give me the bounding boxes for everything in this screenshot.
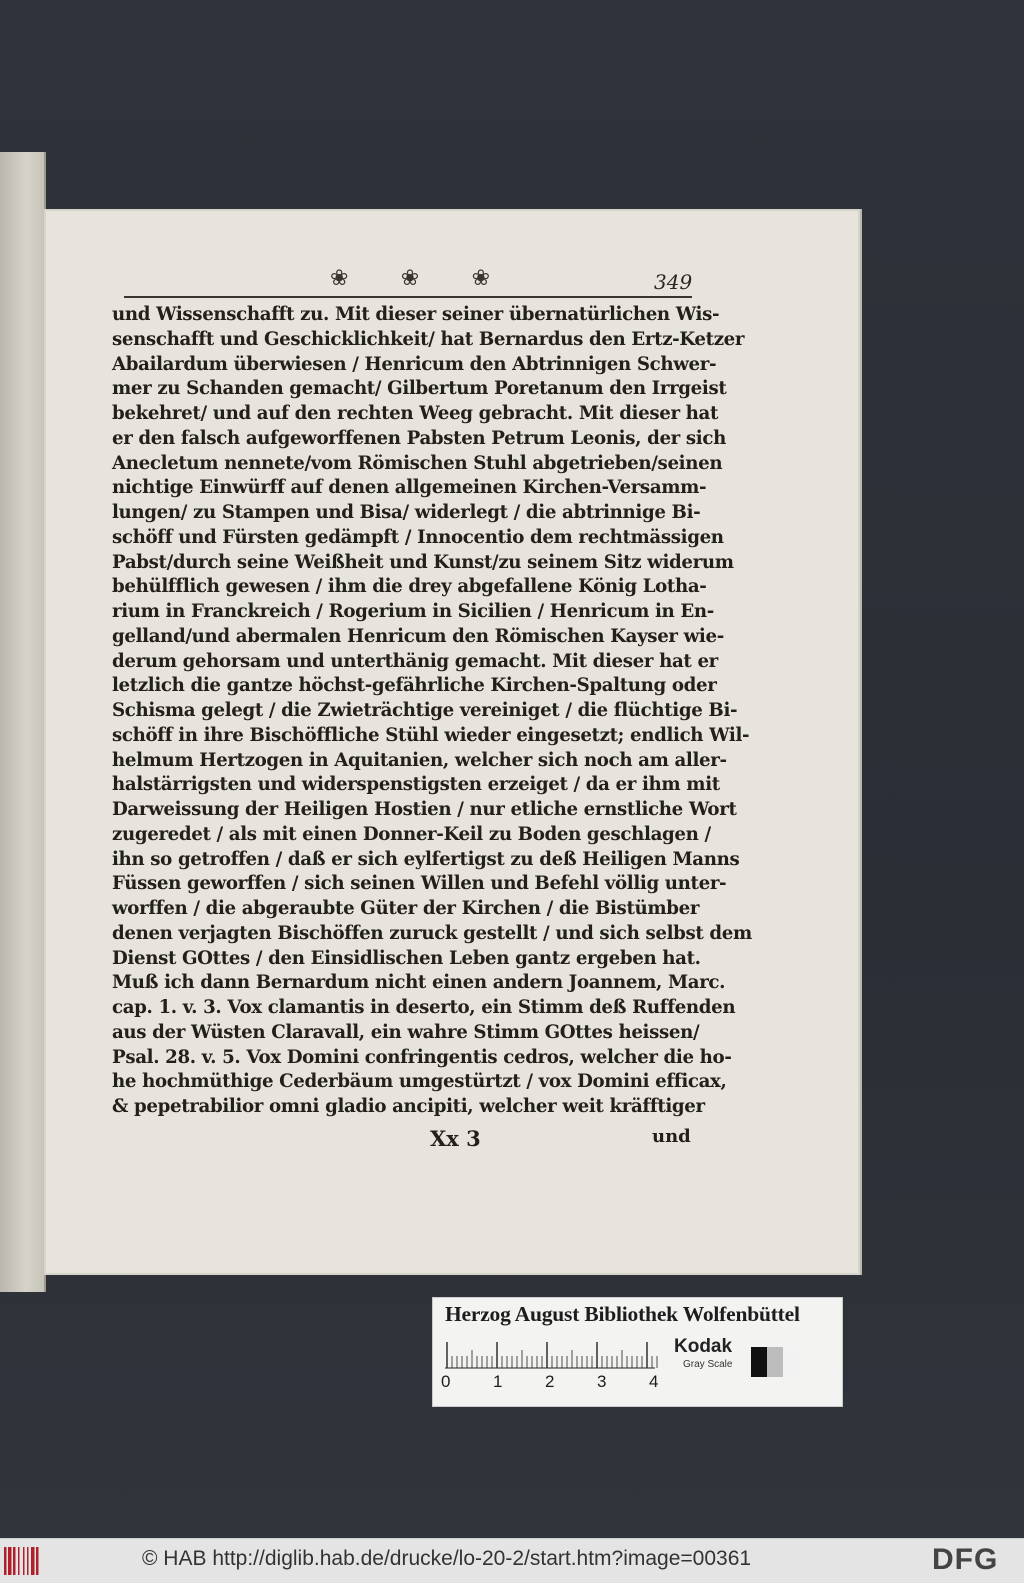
footer-bar (0, 1538, 1024, 1583)
text-line: letzlich die gantze höchst-gefährliche Kirchen-Spaltung oder (112, 675, 717, 697)
text-line: zugeredet / als mit einen Donner-Keil zu Boden geschlagen / (112, 823, 711, 845)
text-line: Anecletum nennete/vom Römischen Stuhl abgetrieben/seinen (112, 452, 723, 474)
scale-number: 1 (493, 1372, 503, 1391)
ornament-icon: ❀ (330, 266, 349, 291)
dfg-logo: DFG (932, 1543, 999, 1576)
gray-swatches (751, 1347, 799, 1377)
text-line: und Wissenschafft zu. Mit dieser seiner übernatürlichen Wis- (112, 304, 720, 325)
text-line: rium in Franckreich / Rogerium in Sicilien / Henricum in En- (112, 601, 714, 622)
scale-numbers (441, 1372, 681, 1396)
text-line: halstärrigsten und widerspenstigsten erzeiget / da er ihm mit (112, 774, 720, 796)
text-line: nichtige Einwürff auf denen allgemeinen Kirchen-Versamm- (112, 477, 707, 499)
text-line: behülfflich gewesen / ihm die drey abgefallene König Lotha- (112, 576, 707, 598)
text-line: er den falsch aufgeworffenen Pabsten Petrum Leonis, der sich (112, 427, 726, 449)
kodak-subtitle: Gray Scale (683, 1359, 733, 1370)
text-line: aus der Wüsten Claravall, ein wahre Stimm GOttes heissen/ (112, 1021, 700, 1043)
text-line: denen verjagten Bischöffen zuruck gestellt / und sich selbst dem (112, 922, 752, 944)
gray-swatch (783, 1347, 799, 1377)
scale-number: 0 (441, 1372, 451, 1391)
page-number: 349 (654, 270, 693, 294)
body-text (112, 303, 752, 1120)
signature-mark: Xx 3 (430, 1126, 481, 1151)
previous-page-edge (0, 152, 46, 1292)
ornament-icon: ❀ (471, 266, 490, 291)
text-line: helmum Hertzogen in Aquitanien, welcher sich noch am aller- (112, 749, 727, 771)
text-line: ihn so getroffen / daß er sich eylfertigst zu deß Heiligen Manns (112, 848, 740, 870)
header-ornaments (330, 266, 490, 292)
text-line: mer zu Schanden gemacht/ Gilbertum Poretanum den Irrgeist (112, 378, 727, 400)
scale-ruler (445, 1338, 660, 1370)
text-line: gelland/und abermalen Henricum den Römischen Kayser wie- (112, 625, 724, 647)
text-line: Psal. 28. v. 5. Vox Domini confringentis cedros, welcher die ho- (112, 1046, 732, 1068)
header-rule (124, 296, 692, 298)
scale-number: 3 (597, 1372, 607, 1391)
catchword: und (652, 1126, 691, 1147)
text-line: Füssen geworffen / sich seinen Willen und Befehl völlig unter- (112, 873, 727, 895)
text-line: schöff in ihre Bischöffliche Stühl wieder eingesetzt; endlich Wil- (112, 724, 750, 746)
scale-number: 2 (545, 1372, 555, 1391)
ornament-icon: ❀ (400, 266, 420, 291)
copyright-link[interactable]: © HAB http://diglib.hab.de/drucke/lo-20-2/start.htm?image=00361 (142, 1547, 752, 1570)
text-line: & pepetrabilior omni gladio ancipiti, welcher weit kräfftiger (112, 1096, 705, 1117)
color-card (432, 1297, 843, 1407)
text-line: senschafft und Geschicklichkeit/ hat Bernardus den Ertz-Ketzer (112, 328, 745, 350)
library-name: Herzog August Bibliothek Wolfenbüttel (445, 1302, 800, 1326)
text-line: derum gehorsam und unterthänig gemacht. Mit dieser hat er (112, 650, 718, 672)
text-line: he hochmüthige Cederbäum umgestürtzt / vox Domini efficax, (112, 1071, 727, 1093)
scale-number: 4 (649, 1372, 659, 1391)
gray-swatch (767, 1347, 783, 1377)
text-line: Pabst/durch seine Weißheit und Kunst/zu seinem Sitz widerum (112, 551, 734, 573)
gray-swatch (751, 1347, 767, 1377)
text-line: cap. 1. v. 3. Vox clamantis in deserto, ein Stimm deß Ruffenden (112, 997, 736, 1018)
text-line: Schisma gelegt / die Zwieträchtige vereiniget / die flüchtige Bi- (112, 700, 738, 721)
text-line: Muß ich dann Bernardum nicht einen andern Joannem, Marc. (112, 972, 726, 994)
barcode-logo-icon (4, 1545, 48, 1577)
text-line: Dienst GOttes / den Einsidlischen Leben gantz ergeben hat. (112, 947, 701, 969)
text-line: Darweissung der Heiligen Hostien / nur etliche ernstliche Wort (112, 799, 737, 820)
text-line: lungen/ zu Stampen und Bisa/ widerlegt / die abtrinnige Bi- (112, 502, 701, 523)
text-line: schöff und Fürsten gedämpft / Innocentio dem rechtmässigen (112, 526, 724, 548)
kodak-brand: Kodak (674, 1336, 733, 1357)
text-line: bekehret/ und auf den rechten Weeg gebracht. Mit dieser hat (112, 403, 719, 424)
text-line: Abailardum überwiesen / Henricum den Abtrinnigen Schwer- (112, 353, 717, 375)
text-line: worffen / die abgeraubte Güter der Kirchen / die Bistümber (112, 898, 700, 919)
